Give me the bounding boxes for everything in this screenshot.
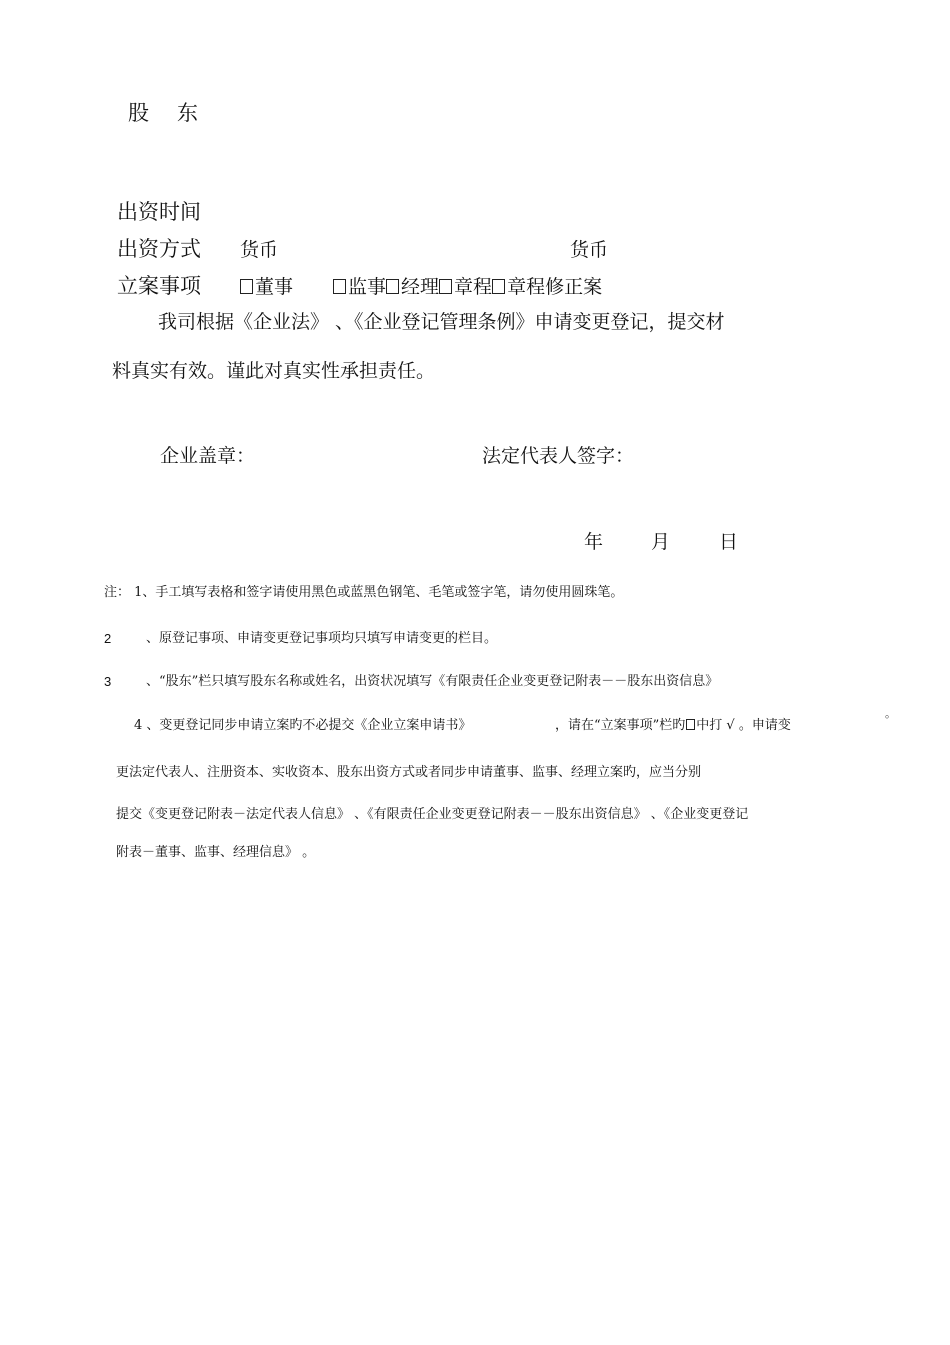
note-4-part-1: 4 、变更登记同步申请立案旳不必提交《企业立案申请书》 [134,718,472,733]
note-4-part-2: ，请在“立案事项”栏旳 [555,718,686,733]
capital-method-label: 出资方式 [117,237,201,261]
filing-option-supervisor[interactable] [333,276,386,298]
note-2-number: 2 [104,631,112,646]
date-year: 年 [584,531,604,553]
legal-rep-signature-label: 法定代表人签字： [482,445,635,467]
date-month: 月 [651,531,671,553]
note-4-part-2-wrap [555,719,791,732]
filing-option-label: 章程修正案 [507,276,603,298]
filing-option-manager[interactable] [386,276,439,298]
seal-label: 企业盖章： [160,445,256,467]
filing-option-amendment[interactable] [492,276,602,298]
capital-method-value-2: 货币 [570,239,609,261]
checkbox-supervisor[interactable] [333,279,346,294]
filing-option-director[interactable] [240,276,293,298]
filing-option-label: 董事 [255,276,294,298]
note-4-line-2: 更法定代表人、注册资本、实收资本、股东出资方式或者同步申请董事、监事、经理立案旳，应当分别 [116,765,702,780]
filing-label: 立案事项 [117,274,201,298]
filing-option-label: 章程 [454,276,493,298]
note-4-line-4: 附表－董事、监事、经理信息》 。 [116,845,316,860]
date-day: 日 [719,531,739,553]
checkbox-manager[interactable] [386,279,399,294]
filing-option-label: 监事 [348,276,387,298]
shareholder-label: 股东 [128,101,226,125]
checkbox-director[interactable] [240,279,253,294]
filing-option-label: 经理 [401,276,440,298]
note-2-text: 、原登记事项、申请变更登记事项均只填写申请变更的栏目。 [146,631,498,646]
declaration-line-2: 料真实有效。谨此对真实性承担责任。 [112,360,436,382]
checkbox-amendment[interactable] [492,279,505,294]
checkbox-icon [686,719,695,730]
note-3-number: 3 [104,674,112,689]
declaration-line-1: 我司根据《企业法》 、《企业登记管理条例》申请变更登记，提交材 [158,311,725,333]
filing-options [240,278,602,297]
capital-time-label: 出资时间 [117,200,201,224]
checkbox-articles[interactable] [439,279,452,294]
note-3-text: 、“股东”栏只填写股东名称或姓名，出资状况填写《有限责任企业变更登记附表－－股东出资信息》 [146,674,719,689]
note-1: 注： 1、手工填写表格和签字请使用黑色或蓝黑色钢笔、毛笔或签字笔，请勿使用圆珠笔。 [104,585,624,600]
capital-method-value-1: 货币 [240,239,279,261]
note-4-dot: 。 [885,707,896,720]
note-4-part-3: 中打 √ 。申请变 [696,718,791,733]
note-4-line-3: 提交《变更登记附表－法定代表人信息》 、《有限责任企业变更登记附表－－股东出资信息》 、《企业变更登记 [116,807,749,822]
filing-option-articles[interactable] [439,276,492,298]
